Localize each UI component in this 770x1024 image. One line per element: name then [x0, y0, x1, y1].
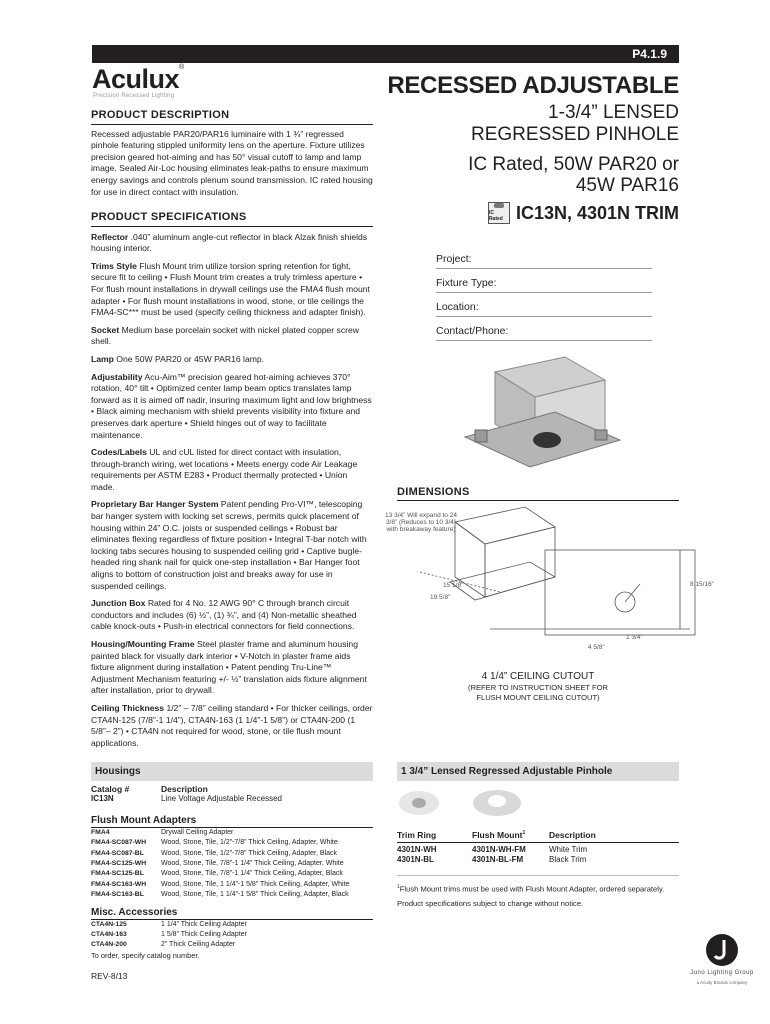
spec-item: Housing/Mounting Frame Steel plaster frame and aluminum housing painted black for visually dark interior • V-Notch in plaster frame aids fixture alignment during installation • Patent pending Tru-Line™ Adjustment Mechanism featuring +/- ½” translation aids fixture alignment after installation, prior to drywall. — [91, 639, 367, 696]
description-heading: PRODUCT DESCRIPTION — [91, 110, 373, 125]
project-field[interactable]: Project: — [436, 253, 652, 269]
table-row: FMA4-SC163-WH Wood, Stone, Tile, 1 1/4”-1 5/8” Thick Ceiling, Adapter, White — [91, 880, 350, 888]
table-row: IC13N Line Voltage Adjustable Recessed — [91, 794, 282, 804]
ic-rated-icon: IC Rated — [488, 202, 510, 224]
spec-item: Junction Box Rated for 4 No. 12 AWG 90° C through branch circuit conductors and includes (6) ½”, (1) ¾”, and (4) Non-metallic sheathed cable knock-outs • Push-in electrical connectors for field connections. — [91, 598, 357, 632]
juno-lighting-group: Juno Lighting Group — [690, 970, 754, 976]
table-row: 4301N-BL 4301N-BL-FM Black Trim — [397, 855, 587, 864]
housings-header-row: Catalog # Description — [91, 784, 208, 794]
ceiling-cutout-note: (REFER TO INSTRUCTION SHEET FOR FLUSH MOUNT CEILING CUTOUT) — [467, 683, 609, 702]
table-row: FMA4 Drywall Ceiling Adapter — [91, 828, 234, 836]
subtitle-line-2: REGRESSED PINHOLE — [471, 124, 679, 145]
misc-accessories-heading: Misc. Accessories — [91, 907, 373, 920]
dim-15-1-8: 15 1/8” — [443, 582, 464, 589]
table-row: FMA4-SC125-WH Wood, Stone, Tile, 7/8”-1 1/4” Thick Ceiling, Adapter, White — [91, 860, 344, 868]
table-row: FMA4-SC087-BL Wood, Stone, Tile, 1/2”-7/8” Thick Ceiling, Adapter, Black — [91, 849, 337, 857]
fixture-type-field[interactable]: Fixture Type: — [436, 277, 652, 293]
table-row: FMA4-SC163-BL Wood, Stone, Tile, 1 1/4”-1 5/8” Thick Ceiling, Adapter, Black — [91, 891, 349, 899]
ceiling-cutout-label: 4 1/4” CEILING CUTOUT — [481, 671, 595, 682]
spec-item: Reflector .040” aluminum angle-cut reflector in black Alzak finish shields housing interior. — [91, 231, 368, 254]
trim-images — [397, 781, 679, 823]
dim-8-15-16: 8 15/16” — [690, 581, 714, 588]
spec-item: Proprietary Bar Hanger System Patent pending Pro-VI™, telescoping bar hanger system with locking set screws, permits quick placement of housing within 24” O.C. joists or suspended ceilings • Robust bar eliminates flexing regardless of fixture position • Integral T-bar notch with locking tabs secures housing to suspended ceiling grid • Captive bugle-headed ring shank nail for quick one-step installation • Bar Hanger foot aligns to bottom of construction joist and breaks away for use in suspended ceilings. — [91, 499, 367, 591]
trim-notes: $^1$Flush Mount trims must be used with Flush Mount Adapter, ordered separately. Product specifications subject to change without notice. — [397, 875, 679, 911]
trim-table — [397, 762, 679, 911]
subtitle-line-1: 1-3/4” LENSED — [548, 102, 679, 123]
model-line — [488, 202, 679, 224]
product-description — [91, 110, 373, 198]
misc-accessory-list — [91, 920, 373, 951]
contact-phone-field[interactable]: Contact/Phone: — [436, 325, 652, 341]
spec-item: Socket Medium base porcelain socket with nickel plated copper screw shell. — [91, 324, 359, 347]
dim-19-5-8: 19 5/8” — [430, 594, 451, 601]
aculux-logo: Aculux® — [92, 64, 184, 94]
dim-1-3-4: 1 3/4” — [626, 634, 643, 641]
spec-list — [91, 232, 373, 750]
subtitle-line-3: IC Rated, 50W PAR20 or — [468, 154, 679, 175]
housing-product-image — [455, 352, 625, 472]
page-title: RECESSED ADJUSTABLE — [387, 72, 679, 99]
table-row: FMA4-SC087-WH Wood, Stone, Tile, 1/2”-7/8” Thick Ceiling, Adapter, White — [91, 839, 338, 847]
model-text: IC13N, 4301N TRIM — [515, 202, 679, 223]
acuity-brands-note: a Acuity Brands company — [696, 980, 748, 985]
table-row: FMA4-SC125-BL Wood, Stone, Tile, 7/8”-1 1/4” Thick Ceiling, Adapter, Black — [91, 870, 343, 878]
specifications-heading: PRODUCT SPECIFICATIONS — [91, 212, 373, 227]
header-bar — [92, 45, 679, 63]
revision-label: REV-8/13 — [91, 971, 128, 982]
description-text: Recessed adjustable PAR20/PAR16 luminaire with 1 ¾” regressed pinhole featuring stippled uniformity lens on the aperture. Fixture utilizes precision geared hot-aiming and has 50° visual cutoff to lamp and lamp image. Sealed Air-Loc housing eliminates leak-paths to ensure maximum energy savings and controls plenum sound transmission. IC rated housing for use in direct contact with insulation. — [91, 128, 373, 197]
flush-adapters-heading: Flush Mount Adapters — [91, 815, 373, 828]
subtitle-line-4: 45W PAR16 — [575, 175, 679, 196]
order-note: To order, specify catalog number. — [91, 950, 200, 960]
trim-header-row: Trim Ring Flush Mount$^1$ Description — [397, 830, 679, 843]
spec-item: Trims Style Flush Mount trim utilize torsion spring retention for tight, secure fit to ceiling • Flush Mount trim creates a truly trimless aperture • For flush mount installations in drywall ceilings use the FMA4 flush mount adapter • For flush mount installations in wood, stone, or tile ceilings the FMA4-SC*** must be used (specify ceiling thickness and adapter finish). — [91, 260, 370, 318]
dimensions-heading: DIMENSIONS — [397, 486, 679, 501]
table-row: CTA4N-163 1 5/8” Thick Ceiling Adapter — [91, 931, 247, 939]
logo-tagline: Precision Recessed Lighting — [93, 93, 175, 99]
flush-adapter-list — [91, 828, 373, 901]
page-code: P4.1.9 — [632, 47, 667, 61]
dim-4-5-8: 4 5/8” — [588, 644, 605, 651]
bar-hanger-note: 13 3/4” Will expand to 24 3/8” (Reduces to 10 3/4” with breakaway feature) — [385, 512, 457, 533]
table-row: 4301N-WH 4301N-WH-FM White Trim — [397, 845, 588, 854]
trim-table-heading: 1 3/4” Lensed Regressed Adjustable Pinhole — [397, 762, 679, 781]
juno-logo-icon — [704, 932, 740, 968]
table-row: CTA4N-200 2” Thick Ceiling Adapter — [91, 941, 236, 949]
trim-table-body — [397, 830, 679, 865]
table-row: CTA4N-125 1 1/4” Thick Ceiling Adapter — [91, 920, 247, 928]
housings-table — [91, 762, 373, 981]
product-specifications — [91, 212, 373, 755]
spec-item: Adjustability Acu-Aim™ precision geared hot-aiming achieves 370° rotation, 40° tilt • Optimized center lamp beam optics translates lamp forward as it is aimed off nadir, insuring maximum light and low brightness • Black aiming mechanism with shield prevents visibility into fixture and preserves dark aperture • Shield hinges out of way to facilitate maintenance. — [91, 371, 372, 440]
spec-item: Codes/Labels UL and cUL listed for direct contact with insulation, through-branch wiring, wet locations • Meets energy code Air Leakage requirements per ASTM E283 • Product thermally protected • Union made. — [91, 447, 358, 492]
location-field[interactable]: Location: — [436, 301, 652, 317]
spec-item: Lamp One 50W PAR20 or 45W PAR16 lamp. — [91, 353, 265, 364]
housings-heading: Housings — [91, 762, 373, 781]
spec-item: Ceiling Thickness 1/2” – 7/8” ceiling standard • For thicker ceilings, order CTA4N-125 (7/8”-1 1/4”), CTA4N-163 (1 1/4”-1 5/8”) or CTA4N-200 (1 5/8”– 2”) • CTA4N not required for wood, stone, or tile flush mount applications. — [91, 702, 373, 748]
